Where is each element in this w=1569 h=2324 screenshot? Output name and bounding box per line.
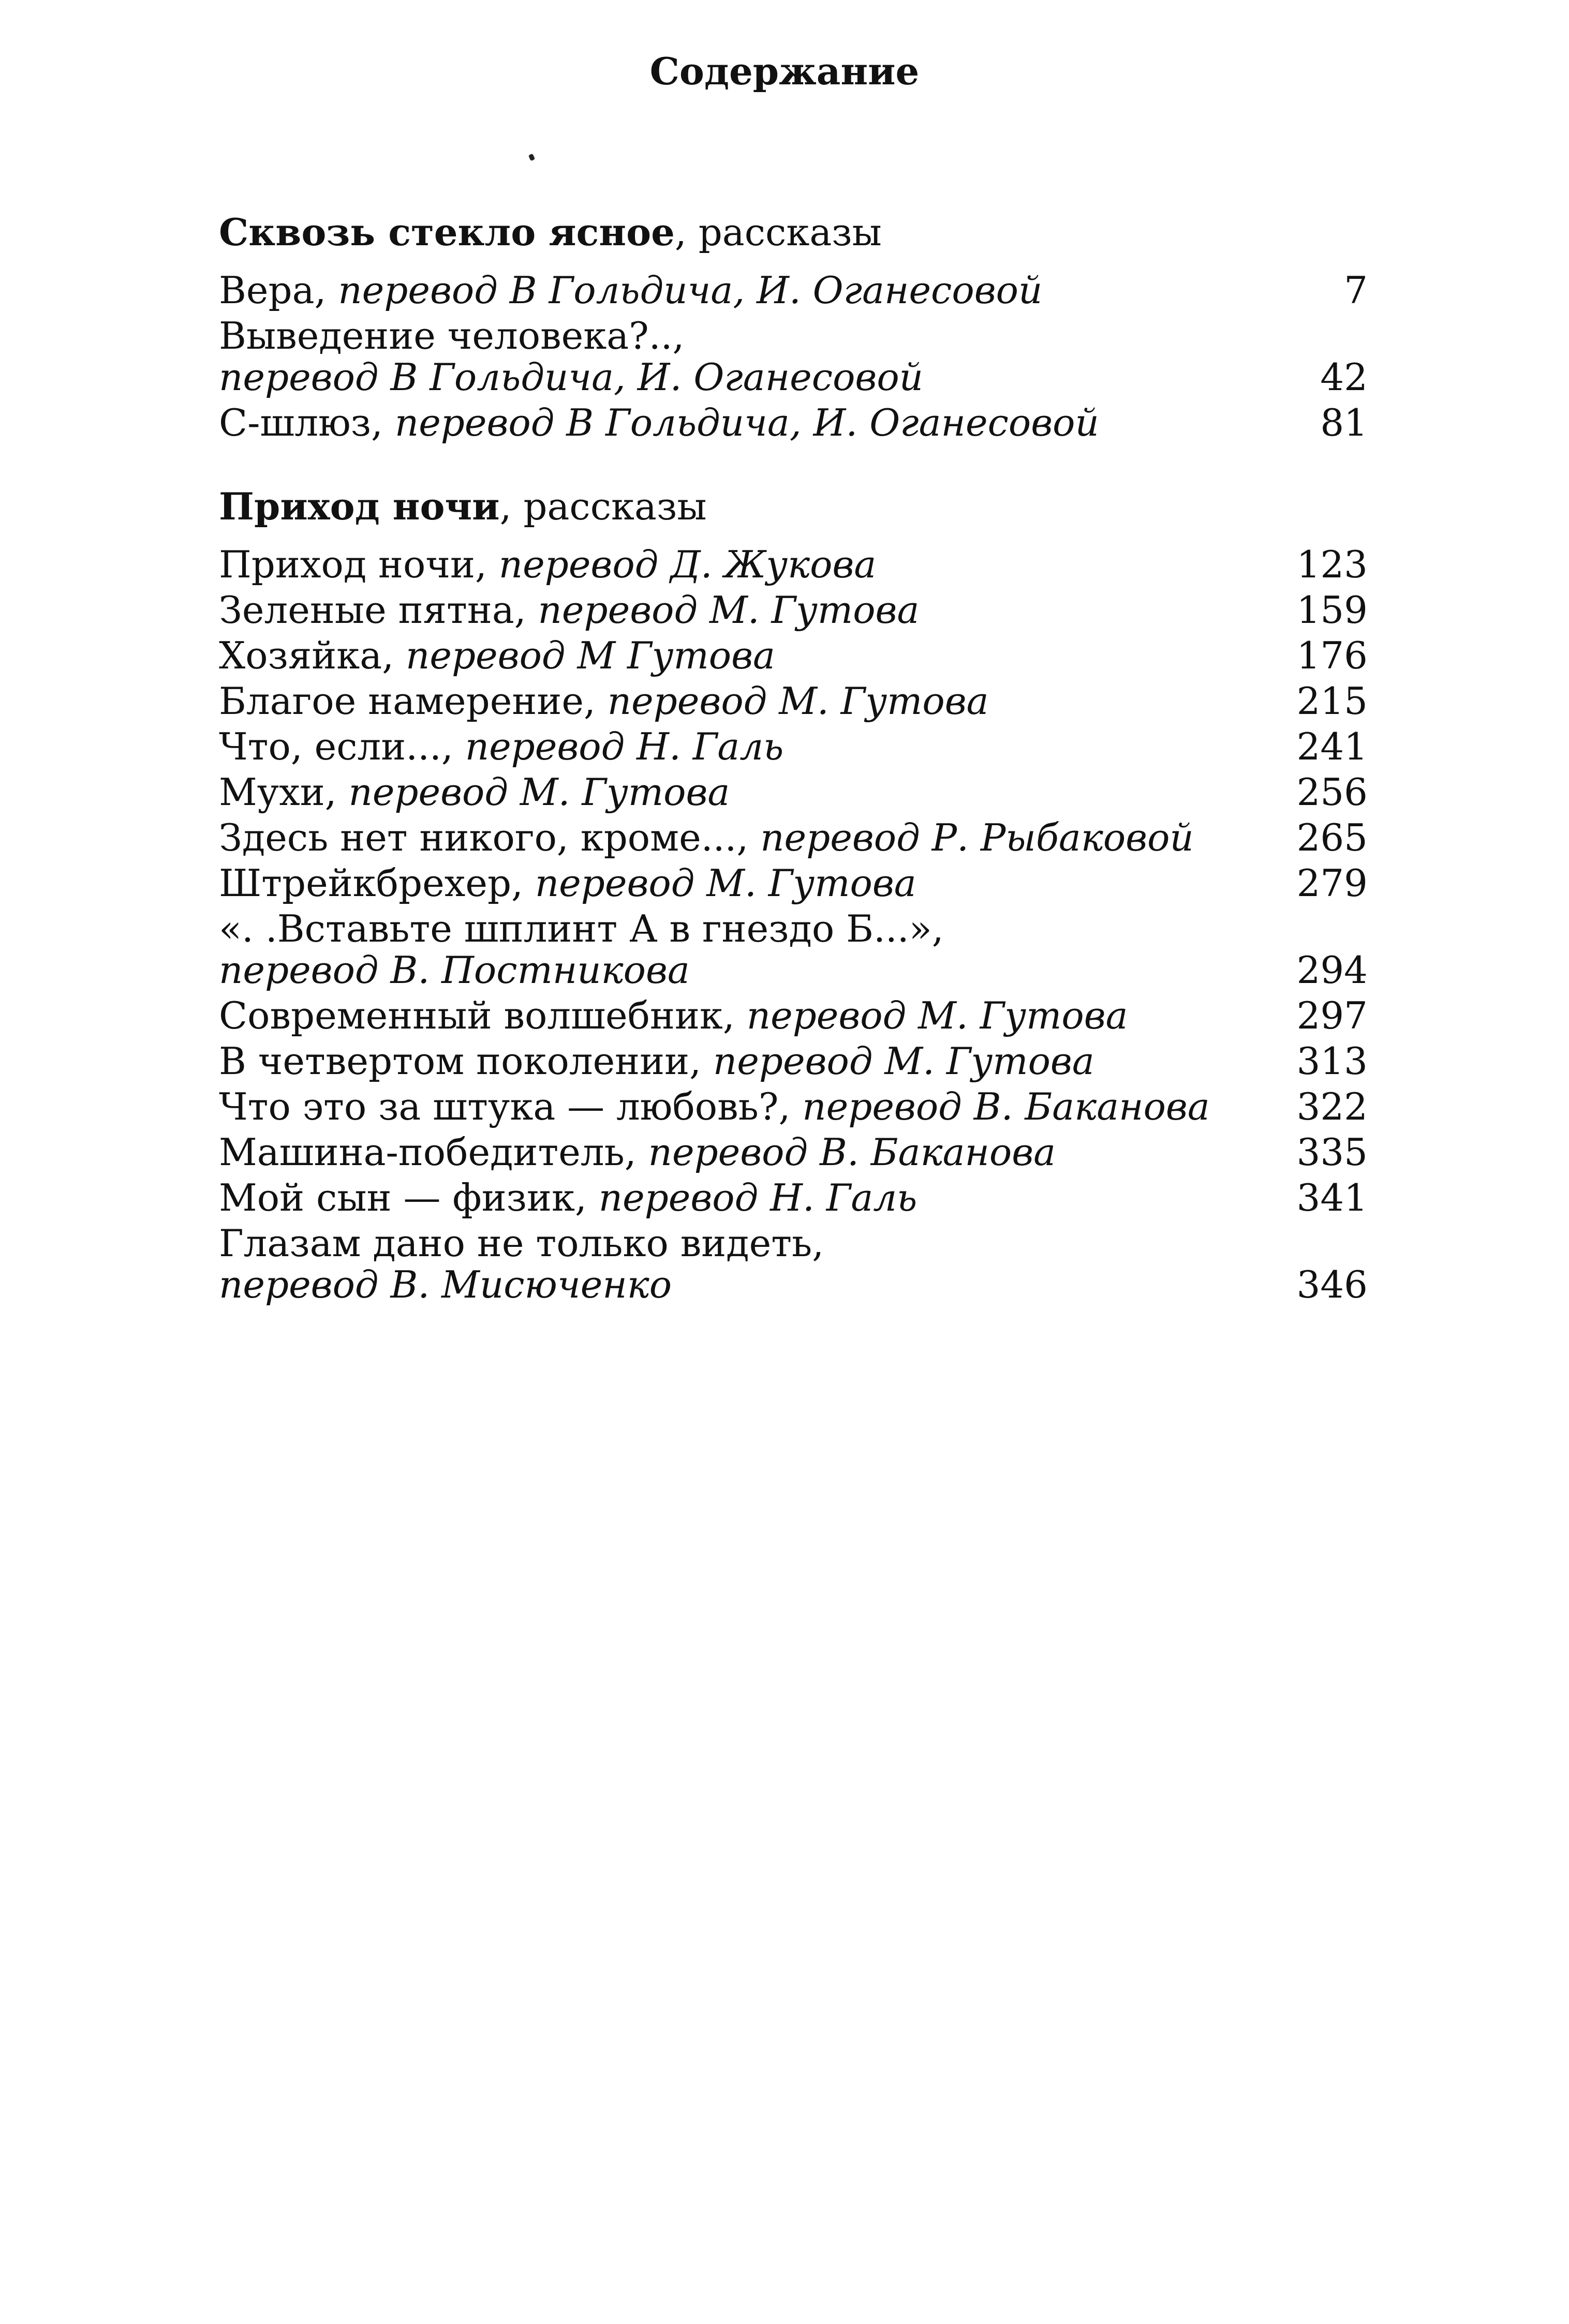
entry-translator: перевод В Гольдича, И. Оганесовой — [219, 355, 924, 399]
entry-page-number: 297 — [1296, 994, 1368, 1037]
entry-text — [219, 635, 1254, 676]
entry-page-number: 159 — [1296, 588, 1368, 632]
entry-page-number: 322 — [1296, 1085, 1368, 1128]
entry-title: Приход ночи, — [219, 543, 499, 586]
toc-entry — [219, 1040, 1368, 1082]
entry-translator: перевод В. Мисюченко — [219, 1263, 672, 1306]
entry-page-number: 346 — [1296, 1263, 1368, 1306]
entry-translator: перевод М. Гутова — [348, 770, 730, 814]
entry-title: Штрейкбрехер, — [219, 861, 535, 905]
toc-entry — [219, 1086, 1368, 1127]
entry-title: Мой сын — физик, — [219, 1176, 599, 1219]
entry-text — [219, 1223, 1254, 1305]
section-entries — [219, 270, 1368, 443]
entry-translator: перевод В Гольдича, И. Оганесовой — [338, 269, 1043, 312]
toc-entry — [219, 544, 1368, 585]
entry-translator: перевод М. Гутова — [713, 1039, 1094, 1083]
entry-title: Современный волшебник, — [219, 994, 747, 1037]
toc-entry — [219, 995, 1368, 1036]
entry-page-number: 335 — [1296, 1130, 1368, 1174]
entry-title: Машина-победитель, — [219, 1130, 648, 1174]
entry-page-number: 256 — [1296, 770, 1368, 814]
entry-page-number: 265 — [1296, 816, 1368, 859]
entry-translator: перевод В. Баканова — [648, 1130, 1056, 1174]
entry-page-number: 123 — [1296, 543, 1368, 586]
toc-entry — [219, 817, 1368, 858]
toc-entry — [219, 270, 1368, 311]
entry-translator: перевод М. Гутова — [746, 994, 1128, 1037]
entry-translator: перевод В Гольдича, И. Оганесовой — [394, 401, 1099, 444]
toc-entry — [219, 589, 1368, 631]
entry-page-number: 176 — [1296, 634, 1368, 677]
entry-translator: перевод Р. Рыбаковой — [760, 816, 1194, 859]
section-heading — [219, 210, 1368, 255]
section-title: Сквозь стекло ясное — [219, 210, 675, 254]
toc-entry — [219, 1131, 1368, 1173]
entry-text — [219, 315, 1254, 398]
section-heading — [219, 484, 1368, 529]
entry-text — [219, 1086, 1254, 1127]
toc-entry — [219, 635, 1368, 676]
entry-page-number: 42 — [1320, 355, 1368, 399]
entry-translator: перевод Н. Галь — [465, 725, 784, 768]
entry-translator: перевод Д. Жукова — [498, 543, 877, 586]
entry-text — [219, 680, 1254, 722]
entry-text — [219, 726, 1254, 767]
entry-text — [219, 1040, 1254, 1082]
entry-title: Зеленые пятна, — [219, 588, 538, 632]
entry-text — [219, 817, 1254, 858]
entry-text — [219, 589, 1254, 631]
entry-text — [219, 995, 1254, 1036]
entry-title: Вера, — [219, 269, 338, 312]
entry-title: Хозяйка, — [219, 634, 406, 677]
entry-title: В четвертом поколении, — [219, 1039, 713, 1083]
entry-text — [219, 402, 1254, 443]
section-genre: , рассказы — [499, 485, 707, 528]
entry-title: Что это за штука — любовь?, — [219, 1085, 803, 1128]
entry-text — [219, 1131, 1254, 1173]
entry-title: Что, если..., — [219, 725, 465, 768]
entry-translator: перевод М. Гутова — [538, 588, 920, 632]
entry-translator: перевод М Гутова — [405, 634, 775, 677]
entry-page-number: 341 — [1296, 1176, 1368, 1219]
entry-title: Благое намерение, — [219, 679, 608, 723]
toc-entry — [219, 1223, 1368, 1305]
entry-page-number: 7 — [1344, 269, 1368, 312]
entry-title: «. .Вставьте шплинт А в гнездо Б...», — [219, 907, 944, 950]
table-of-contents — [219, 210, 1368, 1309]
entry-translator: перевод М. Гутова — [607, 679, 989, 723]
entry-text — [219, 270, 1254, 311]
print-speck — [528, 154, 535, 161]
toc-entry — [219, 862, 1368, 904]
entry-page-number: 294 — [1296, 948, 1368, 992]
section-title: Приход ночи — [219, 484, 500, 528]
entry-text — [219, 1177, 1254, 1218]
entry-title: Мухи, — [219, 770, 349, 814]
entry-page-number: 81 — [1320, 401, 1368, 444]
entry-title: С-шлюз, — [219, 401, 395, 444]
entry-text — [219, 908, 1254, 991]
entry-translator: перевод В. Постникова — [219, 948, 690, 992]
toc-section — [219, 210, 1368, 443]
entry-page-number: 279 — [1296, 861, 1368, 905]
entry-text — [219, 771, 1254, 813]
toc-entry — [219, 1177, 1368, 1218]
entry-page-number: 313 — [1296, 1039, 1368, 1083]
toc-entry — [219, 402, 1368, 443]
section-genre: , рассказы — [674, 211, 882, 254]
toc-entry — [219, 726, 1368, 767]
entry-page-number: 241 — [1296, 725, 1368, 768]
page-title: Содержание — [649, 49, 920, 93]
toc-entry — [219, 315, 1368, 398]
entry-translator: перевод М. Гутова — [535, 861, 916, 905]
entry-translator: перевод Н. Галь — [598, 1176, 917, 1219]
toc-section — [219, 484, 1368, 1305]
entry-text — [219, 862, 1254, 904]
toc-entry — [219, 680, 1368, 722]
entry-title: Здесь нет никого, кроме..., — [219, 816, 761, 859]
section-entries — [219, 544, 1368, 1305]
entry-title: Выведение человека?.., — [219, 314, 685, 357]
entry-text — [219, 544, 1254, 585]
entry-translator: перевод В. Баканова — [802, 1085, 1210, 1128]
entry-title: Глазам дано не только видеть, — [219, 1221, 824, 1265]
toc-entry — [219, 908, 1368, 991]
entry-page-number: 215 — [1296, 679, 1368, 723]
toc-entry — [219, 771, 1368, 813]
